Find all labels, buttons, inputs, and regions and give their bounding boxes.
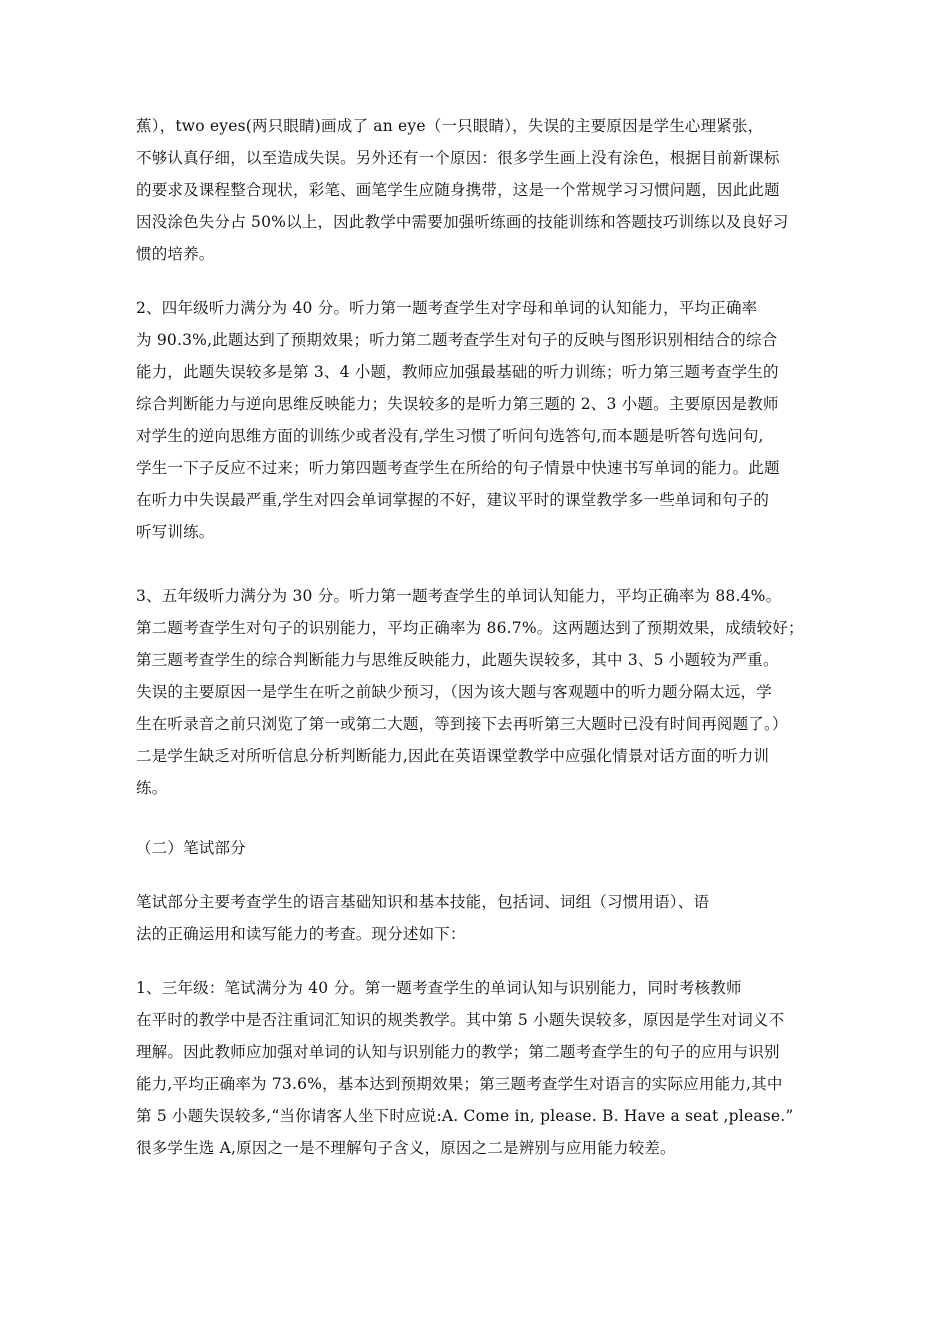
text-line: 理解。因此教师应加强对单词的认知与识别能力的教学；第二题考查学生的句子的应用与识别: [136, 1043, 780, 1061]
text-line: 能力,平均正确率为 73.6%，基本达到预期效果；第三题考查学生对语言的实际应用能力,其中: [136, 1075, 783, 1093]
heading-text: （二）笔试部分: [136, 839, 246, 857]
text-line: 在听力中失误最严重,学生对四会单词掌握的不好，建议平时的课堂教学多一些单词和句子的: [136, 491, 770, 509]
text-line: 学生一下子反应不过来；听力第四题考查学生在所给的句子情景中快速书写单词的能力。此题: [136, 459, 780, 477]
text-line: 听写训练。: [136, 523, 215, 541]
text-line: 惯的培养。: [136, 245, 215, 263]
text-line: 2、四年级听力满分为 40 分。听力第一题考查学生对字母和单词的认知能力，平均正确率: [136, 299, 758, 317]
text-line: 蕉），two eyes(两只眼睛)画成了 an eye（一只眼睛），失误的主要原因是学生心理紧张，: [136, 117, 764, 135]
text-line: 笔试部分主要考查学生的语言基础知识和基本技能，包括词、词组（习惯用语）、语: [136, 893, 710, 911]
text-line: 二是学生缺乏对所听信息分析判断能力,因此在英语课堂教学中应强化情景对话方面的听力训: [136, 747, 770, 765]
paragraph-listening-grade4: [136, 292, 826, 548]
paragraph-listening-grade5: [136, 580, 826, 804]
paragraph-written-intro: [136, 886, 826, 950]
text-line: 生在听录音之前只浏览了第一或第二大题，等到接下去再听第三大题时已没有时间再阅题了。）: [136, 715, 788, 733]
text-line: 能力，此题失误较多是第 3、4 小题，教师应加强最基础的听力训练；听力第三题考查学生的: [136, 363, 779, 381]
paragraph-written-grade3: [136, 972, 826, 1164]
text-line: 练。: [136, 779, 168, 797]
text-line: 第二题考查学生对句子的识别能力，平均正确率为 86.7%。这两题达到了预期效果，成绩较好；: [136, 619, 804, 637]
text-line: 为 90.3%,此题达到了预期效果；听力第二题考查学生对句子的反映与图形识别相结合的综合: [136, 331, 778, 349]
text-line: 因没涂色失分占 50%以上，因此教学中需要加强听练画的技能训练和答题技巧训练以及良好习: [136, 213, 789, 231]
text-line: 在平时的教学中是否注重词汇知识的规类教学。其中第 5 小题失误较多，原因是学生对词义不: [136, 1011, 785, 1029]
paragraph-listening-grade3-continued: [136, 110, 826, 270]
text-line: 第 5 小题失误较多,“当你请客人坐下时应说:A. Come in, please. B. Have a seat ,please.”: [136, 1107, 794, 1125]
text-line: 第三题考查学生的综合判断能力与思维反映能力，此题失误较多，其中 3、5 小题较为严重。: [136, 651, 779, 669]
section-heading-written-test: [136, 832, 826, 864]
text-line: 综合判断能力与逆向思维反映能力；失误较多的是听力第三题的 2、3 小题。主要原因是教师: [136, 395, 779, 413]
text-line: 的要求及课程整合现状，彩笔、画笔学生应随身携带，这是一个常规学习习惯问题，因此此题: [136, 181, 780, 199]
text-line: 对学生的逆向思维方面的训练少或者没有,学生习惯了听问句选答句,而本题是听答句选问句,: [136, 427, 764, 445]
text-line: 1、三年级：笔试满分为 40 分。第一题考查学生的单词认知与识别能力，同时考核教师: [136, 979, 742, 997]
text-line: 法的正确运用和读写能力的考查。现分述如下：: [136, 925, 466, 943]
text-line: 失误的主要原因一是学生在听之前缺少预习，（因为该大题与客观题中的听力题分隔太远，学: [136, 683, 772, 701]
text-line: 不够认真仔细，以至造成失误。另外还有一个原因：很多学生画上没有涂色，根据目前新课标: [136, 149, 780, 167]
text-line: 很多学生选 A,原因之一是不理解句子含义，原因之二是辨别与应用能力较差。: [136, 1139, 676, 1157]
text-line: 3、五年级听力满分为 30 分。听力第一题考查学生的单词认知能力，平均正确率为 88.4%。: [136, 587, 782, 605]
